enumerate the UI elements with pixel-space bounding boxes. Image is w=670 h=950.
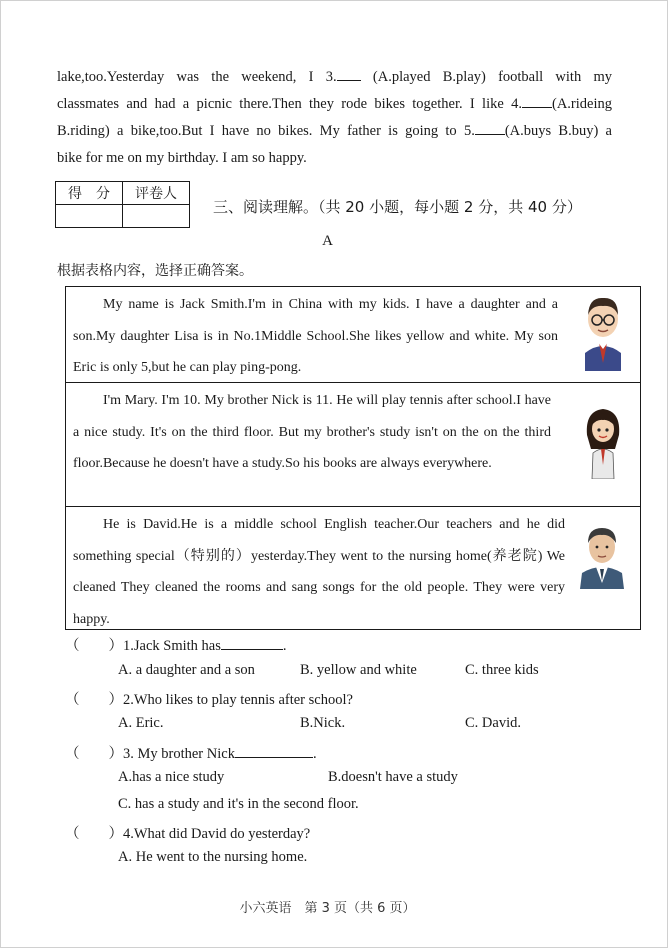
question-4	[65, 822, 310, 843]
instruction: 根据表格内容，选择正确答案。	[57, 263, 253, 279]
answer-blank[interactable]	[221, 635, 283, 651]
passage-text: My name is Jack Smith.I'm in China with my kids. I have a daughter and a son.My daughter Lisa is in No.1Middle School.She likes yellow and white. My son Eric is only 5,but he can play ping-pong.	[73, 297, 558, 375]
part-label: A	[322, 233, 333, 249]
option-b[interactable]: B. yellow and white	[300, 662, 417, 678]
intro-paragraph: lake,too.Yesterday was the weekend, I 3. (A.played B.play) football with my classmates and had a picnic there.Then they rode bikes together. I like 4. (A.rideing B.riding) a bike,too.But I have no bikes. My father is going to 5. (A.buys B.buy) a bike for me on my birthday. I am so happy.	[57, 64, 612, 172]
grader-header: 评卷人	[123, 182, 190, 205]
answer-blank-5[interactable]	[475, 120, 505, 136]
answer-blank-3[interactable]	[337, 66, 361, 82]
option-a[interactable]: A. a daughter and a son	[118, 662, 255, 678]
answer-paren[interactable]: （ ）	[65, 692, 123, 708]
option-a[interactable]: A. Eric.	[118, 715, 164, 731]
option-b[interactable]: B.doesn't have a study	[328, 769, 458, 785]
question-3: （ ）3. My brother Nick .	[65, 742, 317, 763]
girl-avatar	[584, 405, 622, 479]
answer-blank[interactable]	[235, 743, 313, 759]
question-stem: 4.What did David do yesterday?	[123, 826, 311, 842]
option-a[interactable]: A.has a nice study	[118, 769, 225, 785]
score-table	[55, 181, 190, 228]
teacher-avatar	[578, 525, 626, 589]
question-stem: 3. My brother Nick	[123, 746, 235, 762]
score-cell[interactable]	[56, 205, 123, 228]
option-a[interactable]: A. He went to the nursing home.	[118, 849, 308, 865]
answer-paren[interactable]: （ ）	[65, 746, 123, 762]
question-1: （ ）1.Jack Smith has .	[65, 634, 287, 655]
answer-blank-4[interactable]	[522, 93, 552, 109]
passage-jack	[66, 287, 640, 383]
passage-text: I'm Mary. I'm 10. My brother Nick is 11. He will play tennis after school.I have a nice study. It's on the third floor. But my brother's study isn't on the on the third floor.Because he doesn't have a study.So his books are always everywhere.	[73, 393, 551, 471]
question-stem: 2.Who likes to play tennis after school?	[123, 692, 353, 708]
option-c[interactable]: C. David.	[465, 715, 521, 731]
answer-paren[interactable]: （ ）	[65, 638, 123, 654]
page-footer: 小六英语 第 3 页（共 6 页）	[239, 901, 416, 916]
passages-table	[65, 286, 641, 630]
question-2	[65, 688, 353, 709]
answer-paren[interactable]: （ ）	[65, 826, 123, 842]
question-stem: 1.Jack Smith has	[123, 638, 221, 654]
passage-mary	[66, 383, 640, 507]
option-c[interactable]: C. has a study and it's in the second floor.	[118, 796, 359, 812]
man-with-glasses-avatar	[581, 293, 625, 371]
option-b[interactable]: B.Nick.	[300, 715, 346, 731]
grader-cell[interactable]	[123, 205, 190, 228]
passage-text: He is David.He is a middle school English teacher.Our teachers and he did something special（特别的）yesterday.They went to the nursing home(养老院) We cleaned They cleaned the rooms and sang songs for the old people. They were very happy.	[73, 517, 565, 627]
option-c[interactable]: C. three kids	[465, 662, 539, 678]
score-header: 得 分	[56, 182, 123, 205]
passage-david	[66, 507, 640, 631]
section-title: 三、阅读理解。（共 20 小题，每小题 2 分，共 40 分）	[213, 198, 582, 216]
